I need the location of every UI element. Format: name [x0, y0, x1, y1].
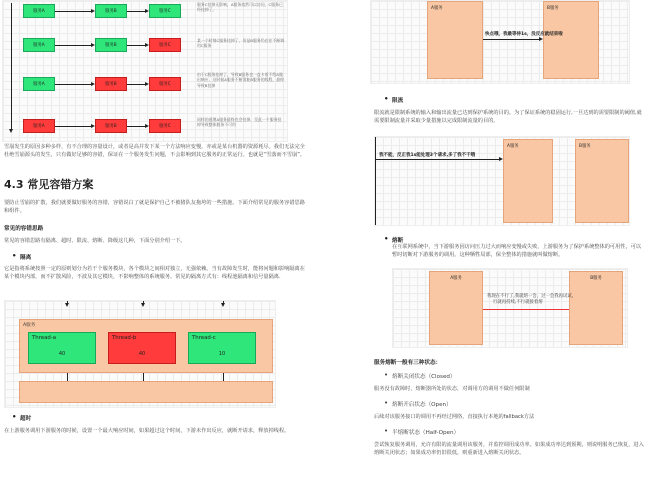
- thread-c-name: Thread-c: [192, 335, 216, 341]
- closed-paragraph: 服务没有故障时，熔断器所处的状态，对调用方的调用不做任何限制: [374, 386, 530, 392]
- timeout-service-a: [427, 1, 483, 79]
- row1-service-c: 服务C: [149, 4, 181, 18]
- limit-service-b: [575, 139, 629, 223]
- limit-service-b-label: B服务: [579, 144, 591, 149]
- bullet-limit: • 限流: [392, 96, 403, 104]
- timeline-line: [11, 3, 12, 131]
- row3-service-b: 服务B: [95, 77, 127, 91]
- row4-service-a: 服务A: [23, 119, 55, 133]
- fuse-service-b: [569, 271, 623, 345]
- bullet-fuse: • 熔断: [392, 236, 403, 244]
- row1-service-b: 服务B: [95, 4, 127, 18]
- thread-c: [188, 332, 256, 364]
- section-title: 4.3 常见容错方案: [4, 178, 94, 191]
- limit-service-a-label: A服务: [507, 144, 519, 149]
- thread-pool-diagram: [4, 300, 276, 408]
- row4-service-c: 服务C: [149, 119, 181, 133]
- thread-b: [108, 332, 176, 364]
- state-closed: • 熔断关闭状态（Closed）: [392, 372, 456, 380]
- half-open-paragraph: 尝试恢复服务调用，允许有限的流量调用该服务，并监控调用成功率。如果成功率达到预期，则说明服务已恢复，进入熔断关闭状态；如果成功率仍旧很低，则重新进入熔断关闭状态。: [374, 442, 644, 456]
- state-half-open: • 半熔断状态（Half-Open）: [392, 428, 459, 436]
- fuse-label-2: 行就再持续,不行就接着熔: [493, 300, 543, 305]
- left-column: [0, 0, 320, 477]
- limit-diagram: [374, 136, 630, 226]
- row4-note: 同样的道理A服务最终也会挂掉，至此一个服务挂掉导致整体服务不可用: [197, 117, 282, 128]
- row2-service-a: 服务A: [23, 38, 55, 52]
- row4-service-b: 服务B: [95, 119, 127, 133]
- isolation-paragraph: 它是指将系统按照一定的原则划分为若干个服务模块，各个模块之间相对独立，无强依赖。当有故障发生时，能将问题和影响隔离在某个模块内部，而不扩散风险，不波及其它模块，不影响整体的系统服务。常见的隔离方式有：线程池隔离和信号量隔离.: [4, 266, 305, 280]
- cascade-diagram: [2, 0, 288, 142]
- thread-c-count: 10: [218, 351, 226, 357]
- downstream-container: [19, 381, 273, 403]
- fuse-service-a-label: A服务: [450, 276, 462, 281]
- service-a-label: A服务: [23, 323, 36, 328]
- row2-note: 某一个时刻C服务挂掉了，但是B服务仍在往不断调用C服务: [197, 38, 285, 49]
- fuse-service-b-label: B服务: [590, 276, 602, 281]
- timeout-paragraph: 在上游服务调用下游服务的时候，设置一个最大响应时间，如果超过这个时间，下游未作出反应，就断开请求，释放掉线程。: [4, 428, 290, 434]
- fuse-service-a: [429, 271, 483, 345]
- timeout-service-b-label: B服务: [547, 6, 559, 11]
- fuse-states-title: 服务熔断一般有三种状态：: [374, 360, 442, 366]
- timeout-service-b: [543, 1, 599, 79]
- fuse-diagram: [392, 268, 628, 348]
- timeout-diagram: [370, 0, 630, 84]
- fuse-label-1: 我现在不行了,我就熔一会，过一会我再试试,: [487, 294, 574, 299]
- timeout-label: 快点哦，我最等待1s，没反应就结束啦: [485, 32, 563, 37]
- row1-service-a: 服务A: [23, 4, 55, 18]
- row1-note: 服务C挂掉无影响，A服务依然可以访问，C服务已经挂掉了。: [197, 2, 283, 13]
- row3-service-c: 服务C: [149, 77, 181, 91]
- row3-service-a: 服务A: [23, 77, 55, 91]
- subsection-title: 常见的容错思路: [4, 226, 44, 232]
- thread-b-name: Thread-b: [112, 335, 137, 341]
- section-paragraph: 要防止雪崩的扩散，我们就要做好服务的容错，容错说白了就是保护自己不被猪队友拖垮的一些措施。下面介绍常见的服务容错思路和组件。: [4, 200, 305, 214]
- open-paragraph: 后续对该服务接口的调用不再经过网络，直接执行本地的fallback方法: [374, 414, 535, 420]
- timeline-arrow: [9, 129, 13, 133]
- thread-a-name: Thread-a: [32, 335, 57, 341]
- intro-paragraph: 雪崩发生的原因多种多样，有不合理的容量设计，或者是高并发下某一个方法响应变慢，亦或是某台机器的资源耗尽。我们无法完全杜绝雪崩源头的发生，只有做好足够的容错，保证在一个服务发生问题，不会影响到其它服务的正常运行。也就是“雪落而不雪崩”。: [4, 144, 306, 158]
- right-column: [330, 0, 650, 477]
- thread-b-count: 40: [138, 351, 146, 357]
- bullet-timeout: • 超时: [20, 414, 31, 422]
- bullet-isolation: • 隔离: [20, 253, 31, 261]
- subsection-paragraph: 常见的容错思路有隔离、超时、限流、熔断、降级这几种，下面分别介绍一下。: [4, 238, 186, 244]
- state-open: • 熔断开启状态（Open）: [392, 400, 452, 408]
- limit-service-a: [503, 139, 553, 223]
- row3-note: 由于C服务挂掉了，导致B服务也一直卡着不给A做出响应，这时候A服务不断消耗B服务的线程，最终导致B挂掉: [197, 72, 285, 88]
- service-a-container: [19, 319, 273, 373]
- thread-a-count: 40: [58, 351, 66, 357]
- thread-a: [28, 332, 96, 364]
- limit-paragraph: 限流就是限制系统的输入和输出流量已达到保护系统的目的。为了保证系统的稳固运行,一旦达到的需要限制的阈值,就需要限制流量并采取少量措施以完成限制流量的目的。: [374, 110, 642, 124]
- limit-label: 我不能，反正我1s能处理3个请求,多了我不干哦: [379, 153, 476, 158]
- row2-service-b: 服务B: [95, 38, 127, 52]
- fuse-paragraph: 在互联网系统中，当下游服务因访问压力过大而响应变慢或失败，上游服务为了保护系统整体的可用性，可以暂时切断对下游服务的调用。这种牺牲局部，保全整体的措施就叫做熔断。: [392, 244, 642, 258]
- row2-service-c: 服务C: [149, 38, 181, 52]
- timeout-service-a-label: A服务: [431, 6, 443, 11]
